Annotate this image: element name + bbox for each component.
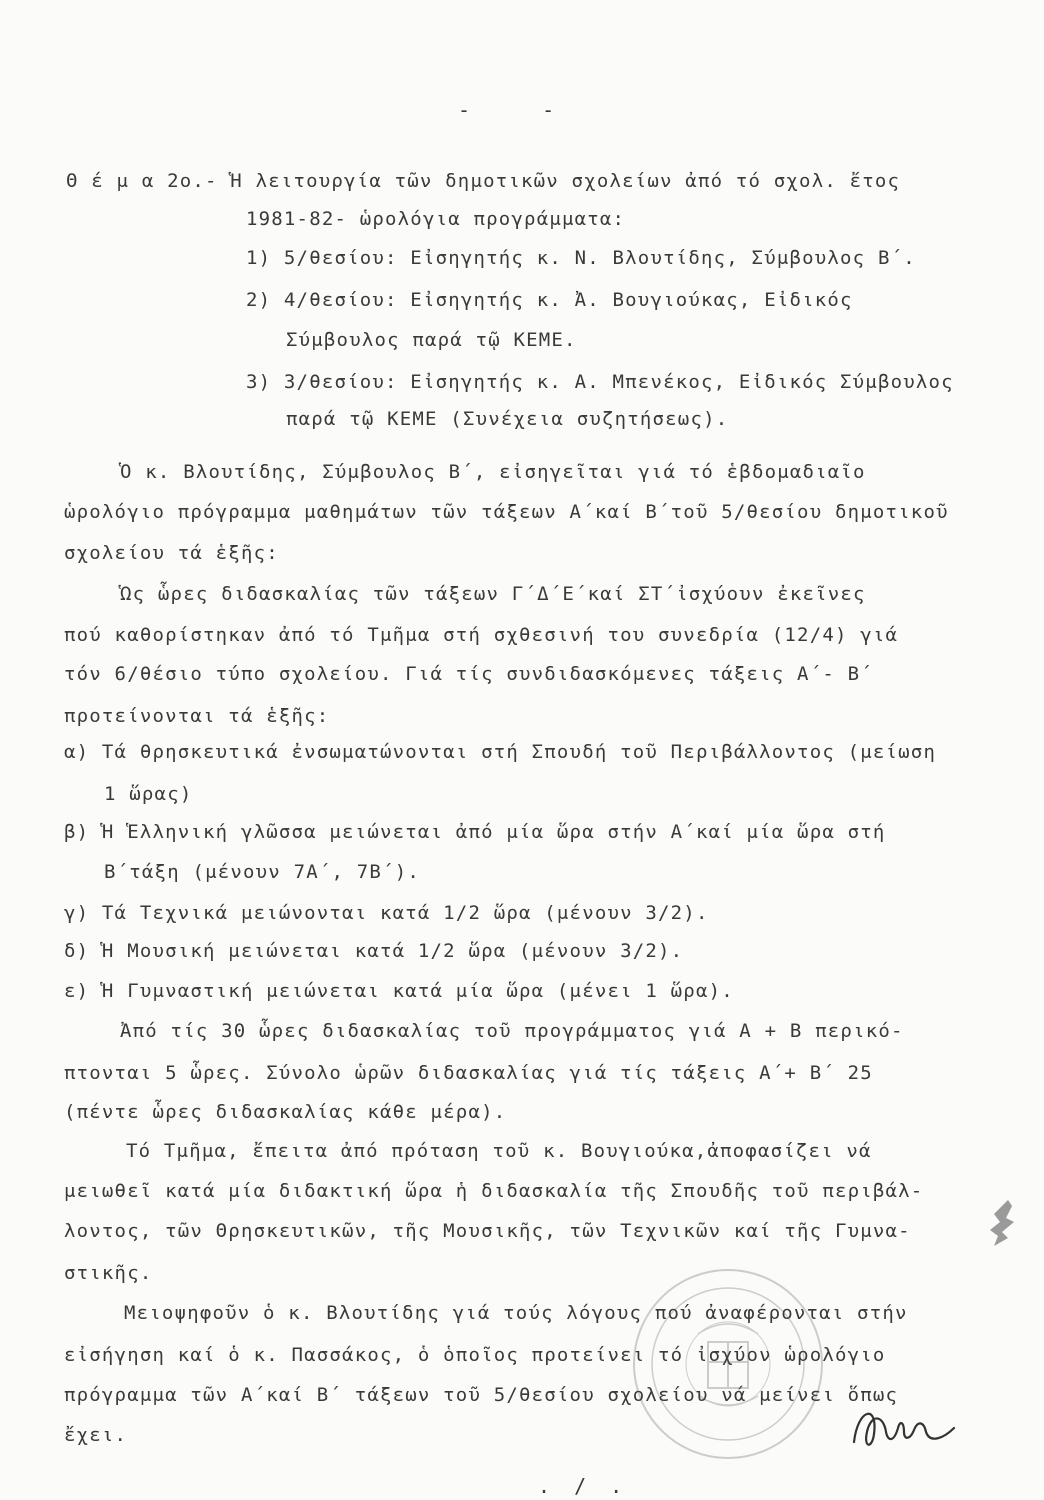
- paragraph-line: τόν 6/θέσιο τύπο σχολείου. Γιά τίς συνδιδασκόμενες τάξεις Α΄- Β΄: [64, 663, 873, 685]
- official-seal-stamp: [628, 1264, 828, 1464]
- paragraph-line: προτείνονται τά ἑξῆς:: [64, 705, 330, 727]
- ink-smudge: [978, 1196, 1022, 1252]
- agenda-item-2-cont: Σύμβουλος παρά τῷ ΚΕΜΕ.: [286, 329, 577, 351]
- paragraph-line: ὡρολόγιο πρόγραμμα μαθημάτων τῶν τάξεων Α΄καί Β΄τοῦ 5/θεσίου δημοτικοῦ: [64, 501, 949, 523]
- paragraph-line: Τό Τμῆμα, ἔπειτα ἀπό πρόταση τοῦ κ. Βουγιούκα,ἀποφασίζει νά: [126, 1140, 872, 1162]
- topic-title-line: Θ έ μ α 2ο.- Ἡ λειτουργία τῶν δημοτικῶν σχολείων ἀπό τό σχολ. ἔτος: [66, 170, 901, 192]
- paragraph-line: Ὁ κ. Βλουτίδης, Σύμβουλος Β΄, εἰσηγεῖται γιά τό ἑβδομαδιαῖο: [120, 461, 866, 483]
- agenda-item-3-cont: παρά τῷ ΚΕΜΕ (Συνέχεια συζητήσεως).: [286, 408, 729, 430]
- list-item-d: δ) Ἡ Μουσική μειώνεται κατά 1/2 ὥρα (μένουν 3/2).: [64, 940, 684, 962]
- paragraph-line: Ὡς ὧρες διδασκαλίας τῶν τάξεων Γ΄Δ΄Ε΄καί ΣΤ΄ἰσχύουν ἐκεῖνες: [120, 583, 866, 605]
- paragraph-line: Μειοψηφοῦν ὁ κ. Βλουτίδης γιά τούς λόγους πού ἀναφέρονται στήν: [124, 1302, 908, 1324]
- list-item-a-cont: 1 ὥρας): [104, 783, 193, 805]
- list-item-b: β) Ἡ Ἑλληνική γλῶσσα μειώνεται ἀπό μία ὥρα στήν Α΄καί μία ὥρα στή: [64, 821, 886, 843]
- list-item-a: α) Τά θρησκευτικά ἐνσωματώνονται στή Σπουδή τοῦ Περιβάλλοντος (μείωση: [64, 741, 937, 763]
- paragraph-line: λοντος, τῶν Θρησκευτικῶν, τῆς Μουσικῆς, τῶν Τεχνικῶν καί τῆς Γυμνα-: [64, 1220, 911, 1242]
- agenda-item-2: 2) 4/θεσίου: Εἰσηγητής κ. Ἀ. Βουγιούκας, Εἰδικός: [246, 289, 853, 311]
- list-item-b-cont: Β΄τάξη (μένουν 7Α΄, 7Β΄).: [104, 861, 420, 883]
- list-item-c: γ) Τά Τεχνικά μειώνονται κατά 1/2 ὥρα (μένουν 3/2).: [64, 902, 709, 924]
- paragraph-line: Ἀπό τίς 30 ὧρες διδασκαλίας τοῦ προγράμματος γιά Α + Β περικό-: [120, 1020, 904, 1042]
- paragraph-line: (πέντε ὧρες διδασκαλίας κάθε μέρα).: [64, 1101, 507, 1123]
- list-item-e: ε) Ἡ Γυμναστική μειώνεται κατά μία ὥρα (μένει 1 ὥρα).: [64, 980, 734, 1002]
- paragraph-line: εἰσήγηση καί ὁ κ. Πασσάκος, ὁ ὁποῖος προτείνει τό ἰσχύον ὡρολόγιο: [64, 1344, 886, 1366]
- paragraph-line: στικῆς.: [64, 1262, 153, 1284]
- topic-subtitle-line: 1981-82- ὡρολόγια προγράμματα:: [246, 208, 626, 230]
- agenda-item-1: 1) 5/θεσίου: Εἰσηγητής κ. Ν. Βλουτίδης, Σύμβουλος Β΄.: [246, 247, 916, 269]
- paragraph-line: σχολείου τά ἑξῆς:: [64, 542, 279, 564]
- paragraph-line: πτονται 5 ὧρες. Σύνολο ὡρῶν διδασκαλίας γιά τίς τάξεις Α΄+ Β΄ 25: [64, 1062, 873, 1084]
- paragraph-line: πρόγραμμα τῶν Α΄καί Β΄ τάξεων τοῦ 5/θεσίου σχολείου νά μείνει ὅπως: [64, 1384, 899, 1406]
- paragraph-line: μειωθεῖ κατά μία διδακτική ὥρα ἡ διδασκαλία τῆς Σπουδῆς τοῦ περιβάλ-: [64, 1180, 924, 1202]
- paragraph-line: πού καθορίστηκαν ἀπό τό Τμῆμα στή σχθεσινή του συνεδρία (12/4) γιά: [64, 624, 899, 646]
- paragraph-line: ἔχει.: [64, 1424, 128, 1446]
- agenda-item-3: 3) 3/θεσίου: Εἰσηγητής κ. Α. Μπενέκος, Εἰδικός Σύμβουλος: [246, 371, 954, 393]
- handwritten-signature: [848, 1398, 958, 1458]
- page-header-dashes: - -: [458, 98, 585, 122]
- page-continuation-mark: . / .: [538, 1474, 629, 1498]
